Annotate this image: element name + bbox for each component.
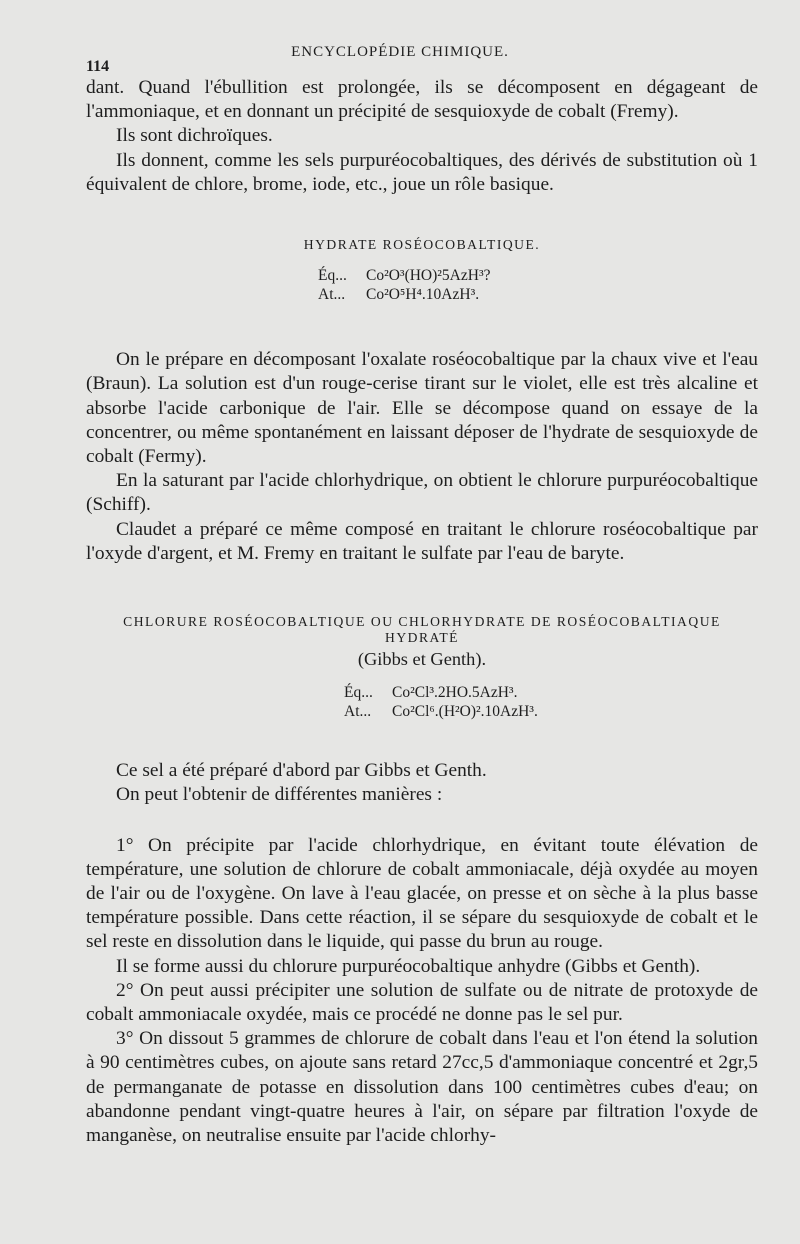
hydrate-paragraph-2: En la saturant par l'acide chlorhydrique, on obtient le chlorure purpuréocobaltique (Schiff). xyxy=(86,470,758,516)
formula-eq-value: Co²Cl³.2HO.5AzH³. xyxy=(392,684,518,702)
formula-at-value: Co²O⁵H⁴.10AzH³. xyxy=(366,285,480,303)
formula-eq-line xyxy=(344,684,758,703)
chlorure-paragraph-2: On peut l'obtenir de différentes manières : xyxy=(116,784,443,806)
intro-paragraph-2: Ils sont dichroïques. xyxy=(116,125,273,147)
page-number: 114 xyxy=(86,58,110,75)
formula-at-line xyxy=(318,286,758,305)
formula-eq-label: Éq... xyxy=(318,267,347,285)
formula-hydrate xyxy=(86,267,758,304)
page-body xyxy=(86,76,758,1148)
section-title-chlorure: CHLORURE ROSÉOCOBALTIQUE OU CHLORHYDRATE DE ROSÉOCOBALTIAQUE HYDRATÉ xyxy=(123,614,721,646)
hydrate-paragraph-1: On le prépare en décomposant l'oxalate roséocobaltique par la chaux vive et l'eau (Braun). La solution est d'un rouge-cerise tirant sur le violet, elle est très alcaline et absorbe l'acide carbonique de l'air. Elle se décompose quand on essaye de la concentrer, ou même spontanément en laissant déposer de l'hydrate de sesquioxyde de cobalt (Fermy). xyxy=(86,349,758,468)
formula-at-label: At... xyxy=(318,285,346,303)
intro-paragraph-1: dant. Quand l'ébullition est prolongée, ils se décomposent en dégageant de l'ammoniaque, et en donnant un précipité de sesquioxyde de cobalt (Fremy). xyxy=(86,77,758,123)
formula-chlorure xyxy=(86,684,758,721)
chlorure-paragraph-4: Il se forme aussi du chlorure purpuréocobaltique anhydre (Gibbs et Genth). xyxy=(116,955,701,977)
formula-at-label: At... xyxy=(344,702,372,720)
formula-eq-line xyxy=(318,267,758,286)
formula-at-line xyxy=(344,703,758,722)
section-subtitle-chlorure: (Gibbs et Genth). xyxy=(357,649,487,670)
chlorure-paragraph-6: 3° On dissout 5 grammes de chlorure de cobalt dans l'eau et l'on étend la solution à 90 centimètres cubes, on ajoute sans retard 27cc,5 d'ammoniaque concentré et 2gr,5 de permanganate de potasse en dissolution dans 100 centimètres cubes d'eau; on abandonne pendant vingt-quatre heures à l'air, on sépare par filtration l'oxyde de manganèse, on neutralise ensuite par l'acide chlorhy- xyxy=(86,1028,758,1147)
formula-eq-value: Co²O³(HO)²5AzH³? xyxy=(366,267,491,285)
chlorure-paragraph-3: 1° On précipite par l'acide chlorhydrique, en évitant toute élévation de température, une solution de chlorure de cobalt ammoniacale, déjà oxydée au moyen de l'air ou de l'oxygène. On lave à l'eau glacée, on presse et on sèche à la plus basse température possible. Dans cette réaction, il se sépare du sesquioxyde de cobalt et le sel reste en dissolution dans le liquide, qui passe du brun au rouge. xyxy=(86,834,758,953)
page-header xyxy=(0,40,800,75)
running-title: ENCYCLOPÉDIE CHIMIQUE. xyxy=(291,44,509,60)
chlorure-paragraph-1: Ce sel a été préparé d'abord par Gibbs et Genth. xyxy=(116,760,487,782)
spacer xyxy=(86,808,758,834)
hydrate-paragraph-3: Claudet a préparé ce même composé en traitant le chlorure roséocobaltique par l'oxyde d'argent, et M. Fremy en traitant le sulfate par l'eau de baryte. xyxy=(86,518,758,564)
formula-at-value: Co²Cl⁶.(H²O)².10AzH³. xyxy=(392,702,538,720)
chlorure-paragraph-5: 2° On peut aussi précipiter une solution de sulfate ou de nitrate de protoxyde de cobalt ammoniacale oxydée, mais ce procédé ne donne pas le sel pur. xyxy=(86,979,758,1026)
section-title-hydrate: HYDRATE ROSÉOCOBALTIQUE. xyxy=(303,237,541,253)
formula-eq-label: Éq... xyxy=(344,684,373,702)
intro-paragraph-3: Ils donnent, comme les sels purpuréocobaltiques, des dérivés de substitution où 1 équivalent de chlore, brome, iode, etc., joue un rôle basique. xyxy=(86,149,758,195)
